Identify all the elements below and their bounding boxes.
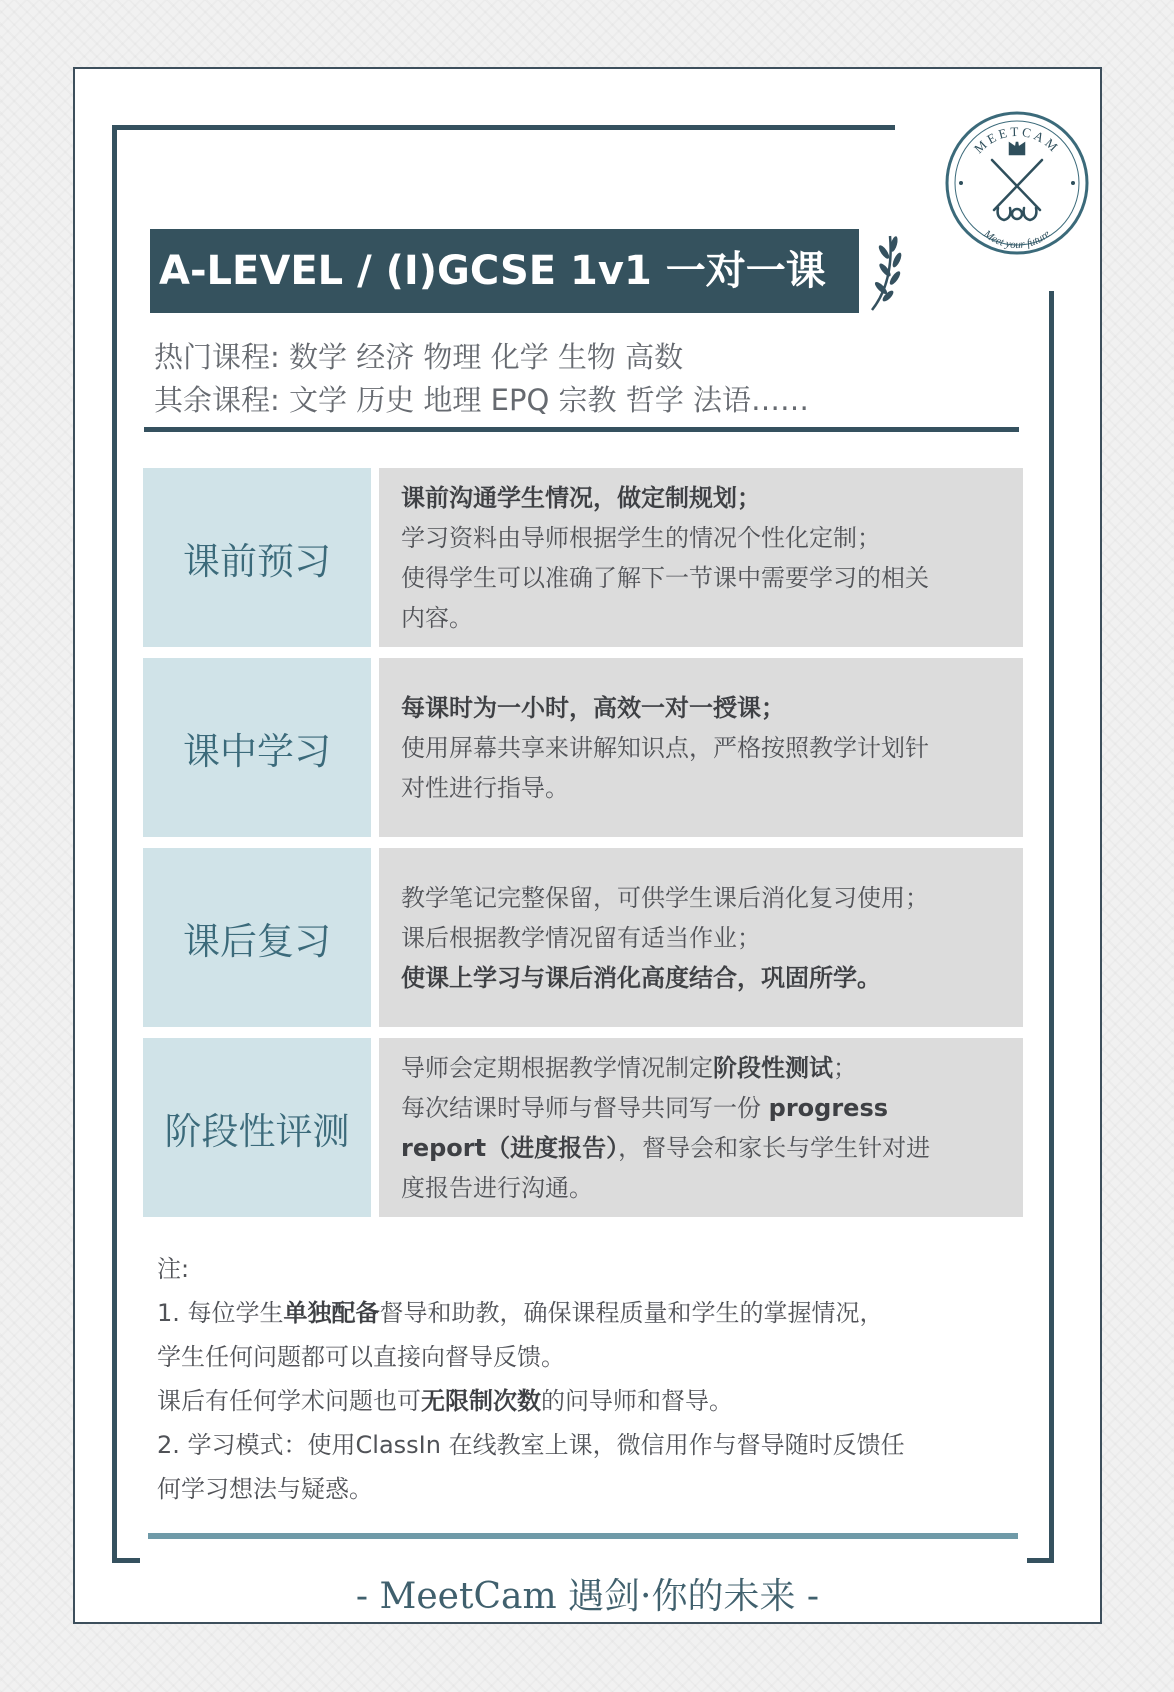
stage-label-assessment: 阶段性评测 bbox=[143, 1038, 371, 1217]
content-line: 课后根据教学情况留有适当作业； bbox=[401, 923, 761, 952]
notes-line bbox=[157, 1291, 905, 1335]
popular-courses bbox=[154, 336, 683, 378]
notes-text: 督导和助教，确保课程质量和学生的掌握情况， bbox=[379, 1299, 884, 1327]
notes-line bbox=[157, 1379, 905, 1423]
other-courses bbox=[154, 379, 809, 421]
content-text: 导师会定期根据教学情况制定 bbox=[401, 1053, 713, 1082]
notes-heading: 注: bbox=[157, 1255, 190, 1283]
frame-bottom-right-bar bbox=[1027, 1558, 1054, 1563]
popular-courses-items: 数学 经济 物理 化学 生物 高数 bbox=[289, 340, 684, 374]
bottom-divider bbox=[148, 1533, 1018, 1539]
other-courses-items: 文学 历史 地理 EPQ 宗教 哲学 法语…… bbox=[289, 383, 809, 417]
page-title: A-LEVEL / (I)GCSE 1v1 一对一课 bbox=[150, 229, 859, 313]
content-line: 教学笔记完整保留，可供学生课后消化复习使用； bbox=[401, 883, 929, 912]
notes-text: 的问导师和督导。 bbox=[541, 1387, 733, 1415]
content-line: 度报告进行沟通。 bbox=[401, 1173, 593, 1202]
frame-bottom-left-bar bbox=[112, 1558, 140, 1563]
content-bold: progress bbox=[768, 1093, 889, 1122]
stage-label-preview: 课前预习 bbox=[143, 468, 371, 647]
courses-divider bbox=[144, 427, 1019, 432]
laurel-icon bbox=[866, 232, 902, 312]
stage-content-review bbox=[379, 848, 1023, 1027]
content-text: 每次结课时导师与督导共同写一份 bbox=[401, 1093, 769, 1122]
content-line: 对性进行指导。 bbox=[401, 773, 569, 802]
other-courses-label: 其余课程: bbox=[154, 383, 280, 417]
notes-bold: 单独配备 bbox=[283, 1299, 380, 1327]
content-line: 课前沟通学生情况，做定制规划； bbox=[401, 483, 761, 512]
content-text: ，督导会和家长与学生针对进 bbox=[618, 1133, 931, 1162]
logo-text-top: MEETCAM bbox=[971, 123, 1063, 157]
content-line: 学习资料由导师根据学生的情况个性化定制； bbox=[401, 523, 881, 552]
content-line: 使课上学习与课后消化高度结合，巩固所学。 bbox=[401, 963, 881, 992]
frame-left-bar bbox=[112, 125, 117, 1563]
content-line: 内容。 bbox=[401, 603, 473, 632]
stage-label-in-class: 课中学习 bbox=[143, 658, 371, 837]
notes-section bbox=[157, 1247, 905, 1511]
content-line bbox=[401, 1128, 1003, 1168]
frame-right-bar bbox=[1049, 291, 1054, 1563]
content-line: 使用屏幕共享来讲解知识点，严格按照教学计划针 bbox=[401, 733, 929, 762]
content-text: ； bbox=[833, 1053, 857, 1082]
footer-slogan: - MeetCam 遇剑·你的未来 - bbox=[355, 1576, 820, 1617]
content-line: 每课时为一小时，高效一对一授课； bbox=[401, 693, 785, 722]
popular-courses-label: 热门课程: bbox=[154, 340, 280, 374]
notes-text: 1. 每位学生 bbox=[157, 1299, 284, 1327]
stage-label-review: 课后复习 bbox=[143, 848, 371, 1027]
content-bold: 阶段性测试 bbox=[713, 1053, 833, 1082]
stage-content-in-class bbox=[379, 658, 1023, 837]
content-line: 使得学生可以准确了解下一节课中需要学习的相关 bbox=[401, 563, 929, 592]
logo-text-bottom: Meet your future bbox=[981, 228, 1053, 252]
notes-line: 学生任何问题都可以直接向督导反馈。 bbox=[157, 1343, 565, 1371]
frame-top-bar bbox=[112, 125, 895, 130]
stage-content-assessment bbox=[379, 1038, 1023, 1217]
content-line bbox=[401, 1088, 1003, 1128]
notes-bold: 无限制次数 bbox=[421, 1387, 541, 1415]
stage-content-preview bbox=[379, 468, 1023, 647]
meetcam-logo bbox=[944, 110, 1090, 256]
notes-line: 何学习想法与疑惑。 bbox=[157, 1475, 373, 1503]
content-bold: report（进度报告） bbox=[401, 1133, 619, 1162]
notes-line: 2. 学习模式：使用ClassIn 在线教室上课，微信用作与督导随时反馈任 bbox=[157, 1431, 905, 1459]
notes-text: 课后有任何学术问题也可 bbox=[157, 1387, 421, 1415]
content-line bbox=[401, 1048, 1003, 1088]
